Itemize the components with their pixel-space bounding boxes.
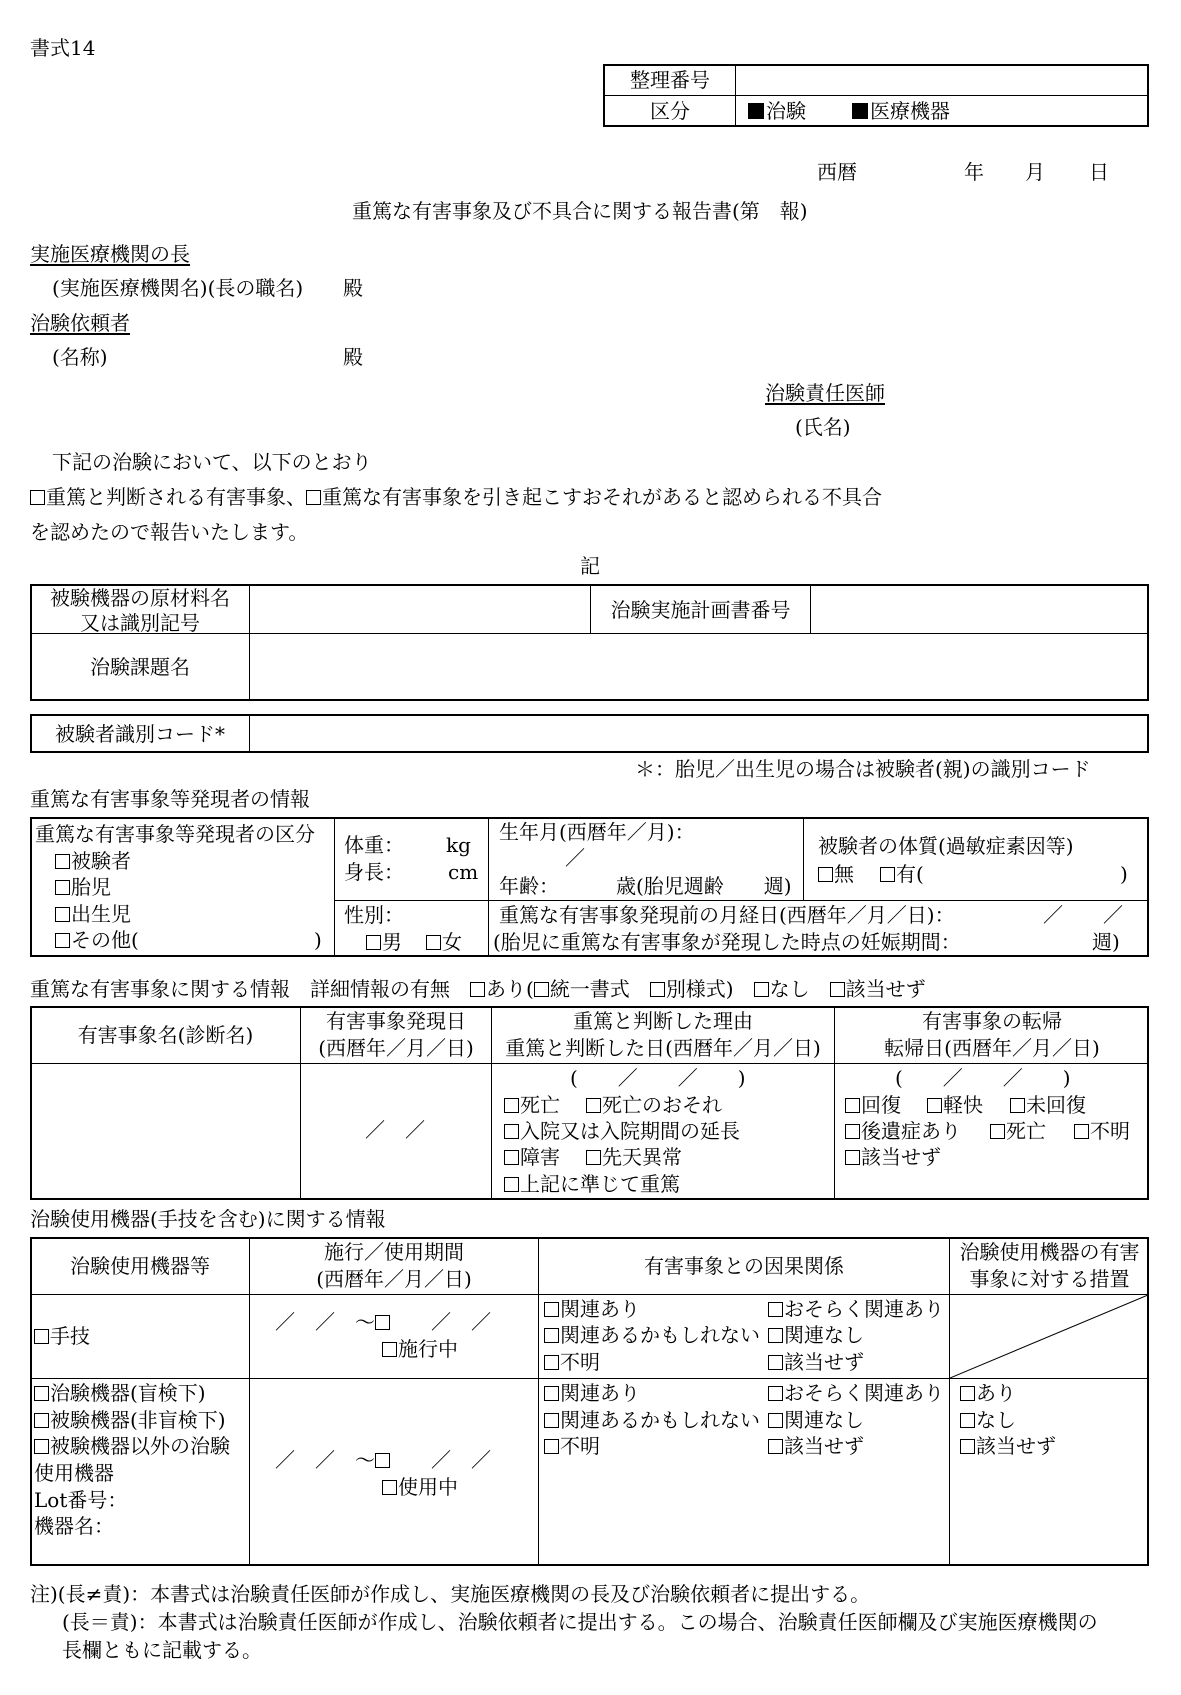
ae-col-outcome-b: 転帰日(西暦年／月／日) — [884, 1036, 1100, 1060]
ae-onset-date: ／ ／ — [365, 1118, 425, 1142]
date-month: 月 — [1025, 160, 1045, 184]
checkbox-icon[interactable] — [34, 1439, 49, 1454]
checkbox-icon[interactable] — [768, 1355, 783, 1370]
checkbox-icon[interactable] — [382, 1342, 397, 1357]
o-na: 該当せず — [845, 1145, 941, 1170]
date-seireki: 西暦 — [817, 160, 857, 184]
c1-probably: おそらく関連あり — [768, 1297, 944, 1322]
body-line-2: 重篤と判断される有害事象、 重篤な有害事象を引き起こすおそれがあると認められる不具合 — [30, 487, 882, 507]
o-recovered: 回復 — [845, 1093, 901, 1118]
c1-unknown: 不明 — [544, 1350, 600, 1375]
checkbox-icon[interactable] — [504, 1177, 519, 1192]
birth-slash: ／ — [565, 846, 585, 870]
date-day: 日 — [1089, 160, 1109, 184]
device-heading: 治験使用機器(手技を含む)に関する情報 — [30, 1207, 386, 1231]
checkbox-icon[interactable] — [55, 880, 70, 895]
checkbox-icon[interactable] — [382, 1480, 397, 1495]
form-number: 書式14 — [30, 36, 96, 60]
page-title: 重篤な有害事象及び不具合に関する報告書(第 報) — [352, 199, 808, 223]
head-name: (実施医療機関名)(長の職名) — [52, 276, 304, 300]
sponsor-label: 治験依頼者 — [30, 311, 130, 335]
checkbox-icon[interactable] — [586, 1098, 601, 1113]
cat-newborn: 出生児 — [55, 902, 131, 927]
investigator-label: 治験責任医師 — [765, 381, 885, 405]
height-unit: cm — [448, 860, 479, 884]
cat-fetus: 胎児 — [55, 875, 111, 900]
in-progress: 施行中 — [382, 1337, 458, 1362]
dev-col-causality: 有害事象との因果関係 — [644, 1254, 844, 1278]
dev2: 被験機器(非盲検下) — [34, 1408, 226, 1433]
dev-col-measure-b: 事象に対する措置 — [969, 1267, 1130, 1291]
subject-code-label: 被験者識別コード* — [55, 722, 225, 746]
onset-date-label: 重篤な有害事象発現前の月経日(西暦年／月／日)： — [499, 903, 955, 927]
checkbox-icon[interactable] — [504, 1124, 519, 1139]
tono-2: 殿 — [343, 345, 363, 369]
checkbox-icon[interactable] — [30, 490, 45, 505]
sex-label: 性別： — [344, 903, 404, 927]
r-equiv: 上記に準じて重篤 — [504, 1172, 680, 1197]
c2-unknown: 不明 — [544, 1434, 600, 1459]
checkbox-icon[interactable] — [818, 867, 833, 882]
date-year: 年 — [964, 160, 984, 184]
r-hosp: 入院又は入院期間の延長 — [504, 1119, 740, 1144]
checkbox-icon[interactable] — [34, 1413, 49, 1428]
weight-label: 体重： — [344, 833, 404, 857]
checkbox-icon[interactable] — [830, 982, 845, 997]
dev-col-period-a: 施行／使用期間 — [324, 1240, 464, 1264]
checkbox-icon[interactable] — [34, 1329, 49, 1344]
checkbox-icon[interactable] — [960, 1386, 975, 1401]
o-unknown: 不明 — [1074, 1119, 1130, 1144]
protocol-label: 治験実施計画書番号 — [610, 598, 791, 622]
body-line-3: を認めたので報告いたします。 — [30, 520, 309, 544]
checkbox-icon[interactable] — [534, 982, 549, 997]
ae-col-outcome-a: 有害事象の転帰 — [922, 1009, 1062, 1033]
diagonal-strike — [950, 1295, 1148, 1378]
c2-not: 関連なし — [768, 1408, 864, 1433]
checkbox-icon[interactable] — [1010, 1098, 1025, 1113]
note-3: 長欄ともに記載する。 — [62, 1638, 262, 1662]
m-na: 該当せず — [960, 1434, 1056, 1459]
checkbox-icon[interactable] — [1074, 1124, 1089, 1139]
const-close: ) — [1120, 862, 1128, 886]
checkbox-icon[interactable] — [586, 1150, 601, 1165]
sex-male: 男 — [366, 930, 402, 955]
note-1: 注)(長≠責)：本書式は治験責任医師が作成し、実施医療機関の長及び治験依頼者に提出する。 — [30, 1582, 871, 1606]
subject-code-note: ＊：胎児／出生児の場合は被験者(親)の識別コード — [635, 757, 1091, 781]
filled-square-icon — [748, 103, 764, 119]
kubun-iryo: 医療機器 — [852, 101, 950, 121]
r-congenital: 先天異常 — [586, 1145, 682, 1170]
head-label: 実施医療機関の長 — [30, 242, 190, 266]
seiri-label: 整理番号 — [630, 68, 710, 92]
r-death: 死亡 — [504, 1093, 560, 1118]
checkbox-icon[interactable] — [544, 1386, 559, 1401]
constitution-label: 被験者の体質(過敏症素因等) — [818, 834, 1074, 858]
protocol-value[interactable] — [812, 588, 1142, 630]
sex-female: 女 — [426, 930, 462, 955]
o-improved: 軽快 — [927, 1093, 983, 1118]
dev1: 治験機器(盲検下) — [34, 1381, 206, 1406]
note-2: (長＝責)：本書式は治験責任医師が作成し、治験依頼者に提出する。この場合、治験責任医師欄及び実施医療機関の — [62, 1610, 1098, 1634]
checkbox-icon[interactable] — [544, 1355, 559, 1370]
checkbox-icon[interactable] — [55, 907, 70, 922]
dev3: 被験機器以外の治験 — [34, 1434, 230, 1459]
cat-subject: 被験者 — [55, 849, 131, 874]
filled-square-icon — [852, 103, 868, 119]
material-label: 被験機器の原材料名 又は識別記号 — [50, 586, 230, 635]
checkbox-icon[interactable] — [768, 1302, 783, 1317]
checkbox-icon[interactable] — [845, 1098, 860, 1113]
checkbox-icon[interactable] — [768, 1439, 783, 1454]
checkbox-icon[interactable] — [544, 1413, 559, 1428]
age-label: 年齢： — [499, 874, 559, 898]
procedure: 手技 — [34, 1324, 90, 1349]
ae-col-onset-a: 有害事象発現日 — [326, 1009, 466, 1033]
c2-probably: おそらく関連あり — [768, 1381, 944, 1406]
c1-possibly: 関連あるかもしれない — [544, 1323, 760, 1348]
ae-col-onset-b: (西暦年／月／日) — [318, 1036, 474, 1060]
ae-col-reason-a: 重篤と判断した理由 — [573, 1009, 753, 1033]
m-no: なし — [960, 1408, 1016, 1433]
age-tail: 歳(胎児週齢 週) — [616, 874, 792, 898]
cat-other-close: ) — [314, 928, 322, 952]
r-death-risk: 死亡のおそれ — [586, 1093, 722, 1118]
checkbox-icon[interactable] — [960, 1439, 975, 1454]
checkbox-icon[interactable] — [880, 867, 895, 882]
checkbox-icon[interactable] — [55, 854, 70, 869]
checkbox-icon[interactable] — [544, 1302, 559, 1317]
o-unrecovered: 未回復 — [1010, 1093, 1086, 1118]
sponsor-name: (名称) — [52, 345, 108, 369]
const-yes: 有( — [880, 862, 924, 887]
investigator-name: (氏名) — [795, 415, 851, 439]
checkbox-icon[interactable] — [990, 1124, 1005, 1139]
tono-1: 殿 — [343, 276, 363, 300]
o-sequelae: 後遺症あり — [845, 1119, 961, 1144]
device-name-label: 機器名： — [34, 1514, 114, 1538]
c1-not: 関連なし — [768, 1323, 864, 1348]
m-yes: あり — [960, 1381, 1016, 1406]
height-label: 身長： — [344, 860, 404, 884]
checkbox-icon[interactable] — [845, 1150, 860, 1165]
ae-heading: 重篤な有害事象に関する情報 詳細情報の有無 あり( 統一書式 別様式) なし 該当せず — [30, 977, 926, 1001]
c2-related: 関連あり — [544, 1381, 640, 1406]
pregnancy-unit: 週) — [1092, 930, 1120, 954]
dev-col-measure-a: 治験使用機器の有害 — [959, 1240, 1140, 1264]
ki-label: 記 — [580, 554, 600, 578]
patient-heading: 重篤な有害事象等発現者の情報 — [30, 787, 310, 811]
c2-na: 該当せず — [768, 1434, 864, 1459]
onset-date-slashes: ／ ／ — [1043, 903, 1123, 927]
reason-date: ( ／ ／ ) — [570, 1066, 746, 1090]
c1-related: 関連あり — [544, 1297, 640, 1322]
checkbox-icon[interactable] — [306, 490, 321, 505]
checkbox-icon[interactable] — [768, 1413, 783, 1428]
checkbox-icon[interactable] — [470, 982, 485, 997]
checkbox-icon[interactable] — [544, 1328, 559, 1343]
category-label: 重篤な有害事象等発現者の区分 — [35, 822, 315, 846]
checkbox-icon[interactable] — [426, 935, 441, 950]
c2-possibly: 関連あるかもしれない — [544, 1408, 760, 1433]
checkbox-icon[interactable] — [768, 1328, 783, 1343]
kubun-label: 区分 — [650, 99, 690, 123]
checkbox-icon[interactable] — [544, 1439, 559, 1454]
dev-col-device: 治験使用機器等 — [70, 1254, 210, 1278]
birth-label: 生年月(西暦年／月)： — [499, 820, 695, 844]
period-2: ／ ／ ～ ／ ／ — [275, 1448, 491, 1472]
checkbox-icon[interactable] — [754, 982, 769, 997]
checkbox-icon[interactable] — [960, 1413, 975, 1428]
checkbox-icon[interactable] — [504, 1150, 519, 1165]
checkbox-icon[interactable] — [375, 1453, 390, 1468]
o-death: 死亡 — [990, 1119, 1046, 1144]
r-disability: 障害 — [504, 1145, 560, 1170]
period-1: ／ ／ ～ ／ ／ — [275, 1310, 491, 1334]
ae-col-reason-b: 重篤と判断した日(西暦年／月／日) — [505, 1036, 821, 1060]
checkbox-icon[interactable] — [845, 1124, 860, 1139]
dev3b: 使用機器 — [34, 1461, 114, 1485]
checkbox-icon[interactable] — [34, 1386, 49, 1401]
checkbox-icon[interactable] — [504, 1098, 519, 1113]
kubun-chiken: 治験 — [748, 101, 806, 121]
weight-unit: kg — [446, 833, 471, 857]
ae-col-name: 有害事象名(診断名) — [77, 1023, 254, 1047]
subject-title-label: 治験課題名 — [90, 655, 190, 679]
subject-title-value[interactable] — [252, 636, 1142, 698]
pregnancy-label: (胎児に重篤な有害事象が発現した時点の妊娠期間： — [493, 930, 961, 954]
lot-label: Lot番号： — [34, 1488, 128, 1512]
checkbox-icon[interactable] — [55, 933, 70, 948]
checkbox-icon[interactable] — [650, 982, 665, 997]
c1-na: 該当せず — [768, 1350, 864, 1375]
body-line-1: 下記の治験において、以下のとおり — [52, 450, 372, 474]
dev-col-period-b: (西暦年／月／日) — [316, 1267, 472, 1291]
const-none: 無 — [818, 862, 854, 887]
checkbox-icon[interactable] — [768, 1386, 783, 1401]
checkbox-icon[interactable] — [375, 1315, 390, 1330]
checkbox-icon[interactable] — [366, 935, 381, 950]
outcome-date: ( ／ ／ ) — [895, 1066, 1071, 1090]
cat-other: その他( — [55, 928, 139, 953]
checkbox-icon[interactable] — [927, 1098, 942, 1113]
in-use: 使用中 — [382, 1475, 458, 1500]
